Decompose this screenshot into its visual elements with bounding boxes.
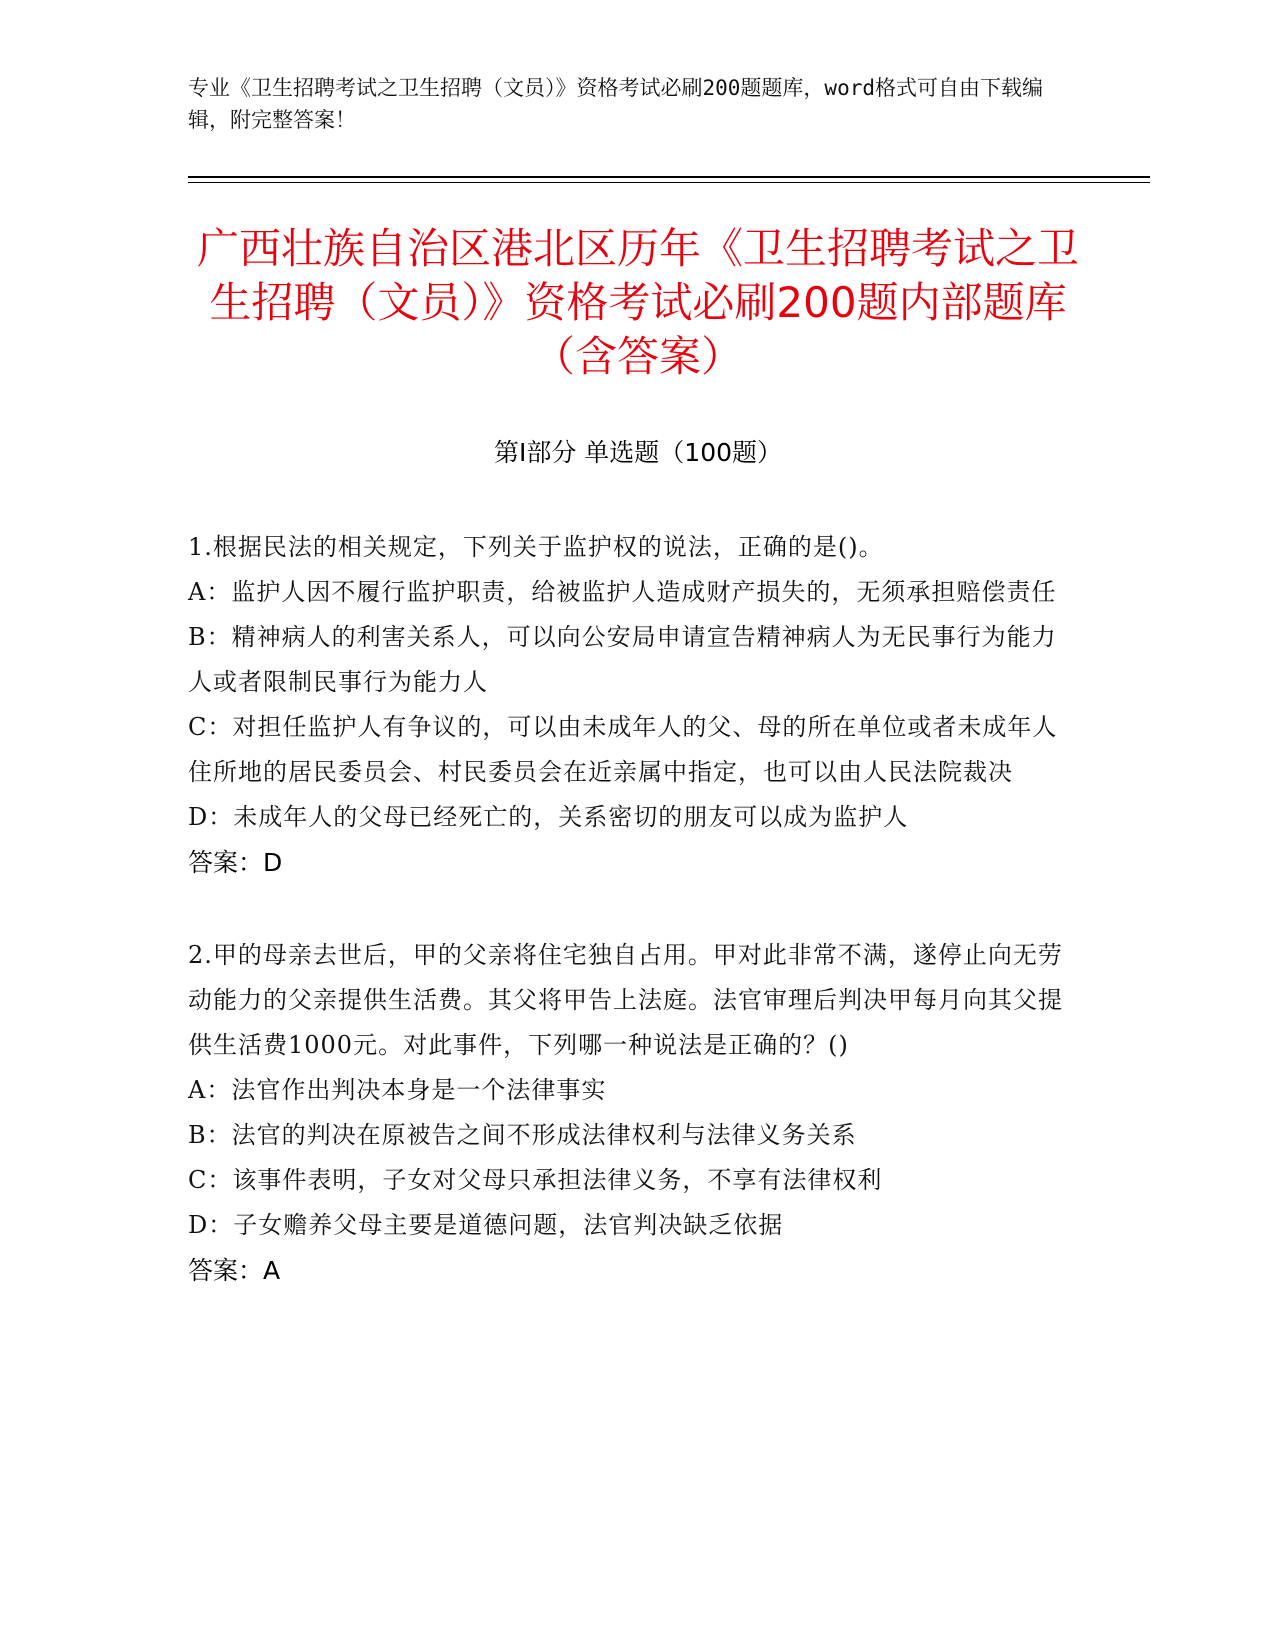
header-divider-thin [188, 182, 1150, 183]
section-title: 第Ⅰ部分 单选题（100题） [493, 438, 783, 467]
option-d: D：子女赡养父母主要是道德问题，法官判决缺乏依据 [188, 1211, 784, 1239]
answer-line: 答案：D [188, 848, 283, 877]
header-divider-thick [188, 176, 1150, 178]
option-d: D：未成年人的父母已经死亡的，关系密切的朋友可以成为监护人 [188, 803, 909, 831]
document-title: 广西壮族自治区港北区历年《卫生招聘考试之卫生招聘（文员）》资格考试必刷200题内部题库（含答案） [196, 224, 1079, 381]
option-b: B：精神病人的利害关系人，可以向公安局申请宣告精神病人为无民事行为能力人或者限制民事行为能力人 [188, 623, 1057, 696]
option-c: C：对担任监护人有争议的，可以由未成年人的父、母的所在单位或者未成年人住所地的居民委员会、村民委员会在近亲属中指定，也可以由人民法院裁决 [188, 713, 1058, 786]
header-note: 专业《卫生招聘考试之卫生招聘（文员）》资格考试必刷200题题库，word格式可自由下载编辑，附完整答案！ [188, 76, 1043, 132]
option-a: A：监护人因不履行监护职责，给被监护人造成财产损失的，无须承担赔偿责任 [188, 578, 1057, 606]
question-list [188, 525, 1068, 1341]
option-a: A：法官作出判决本身是一个法律事实 [188, 1076, 607, 1104]
question-stem: 1.根据民法的相关规定，下列关于监护权的说法，正确的是()。 [188, 533, 884, 561]
option-c: C：该事件表明，子女对父母只承担法律义务，不享有法律权利 [188, 1166, 883, 1194]
question-2 [188, 933, 1068, 1293]
answer-line: 答案：A [188, 1256, 281, 1285]
question-stem: 2.甲的母亲去世后，甲的父亲将住宅独自占用。甲对此非常不满，遂停止向无劳动能力的父亲提供生活费。其父将甲告上法庭。法官审理后判决甲每月向其父提供生活费1000元。对此事件，下列哪一种说法是正确的？() [188, 941, 1063, 1059]
option-b: B：法官的判决在原被告之间不形成法律权利与法律义务关系 [188, 1121, 857, 1149]
question-1 [188, 525, 1068, 885]
